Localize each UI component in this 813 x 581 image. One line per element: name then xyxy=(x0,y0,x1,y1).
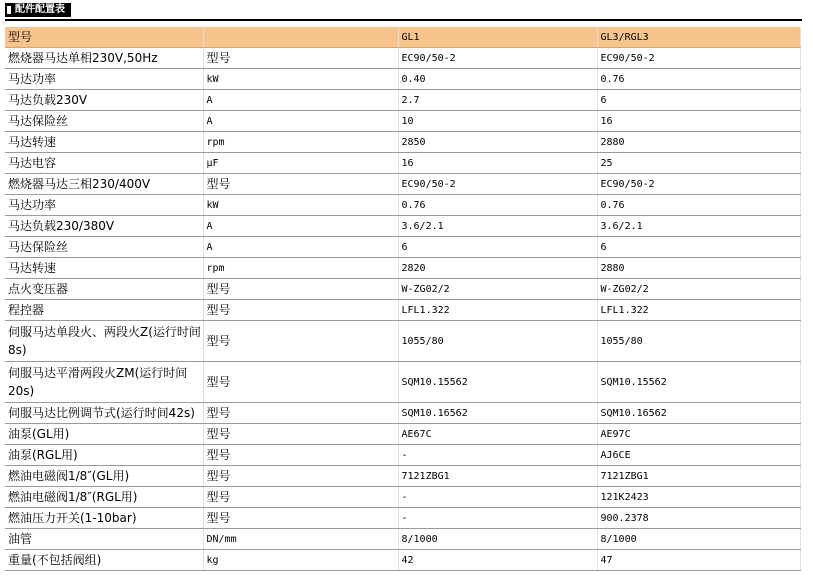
cell-gl1: - xyxy=(398,445,597,466)
cell-item: 马达负载230V xyxy=(5,90,203,111)
cell-unit: 型号 xyxy=(203,466,398,487)
cell-item: 点火变压器 xyxy=(5,279,203,300)
cell-gl1: 0.76 xyxy=(398,195,597,216)
cell-gl3-rgl3: 0.76 xyxy=(597,69,800,90)
cell-item: 燃油电磁阀1/8″(GL用) xyxy=(5,466,203,487)
cell-gl1: 3.6/2.1 xyxy=(398,216,597,237)
cell-unit: μF xyxy=(203,153,398,174)
cell-gl3-rgl3: 25 xyxy=(597,153,800,174)
cell-unit: A xyxy=(203,111,398,132)
cell-item: 油管 xyxy=(5,529,203,550)
table-row xyxy=(5,487,800,508)
cell-gl1: AE67C xyxy=(398,424,597,445)
cell-gl3-rgl3: 2880 xyxy=(597,258,800,279)
cell-item: 油泵(RGL用) xyxy=(5,445,203,466)
cell-unit: kW xyxy=(203,69,398,90)
cell-gl1: - xyxy=(398,508,597,529)
cell-unit: 型号 xyxy=(203,403,398,424)
table-row xyxy=(5,174,800,195)
cell-gl3-rgl3: SQM10.16562 xyxy=(597,403,800,424)
cell-gl3-rgl3: W-ZG02/2 xyxy=(597,279,800,300)
cell-item: 马达负载230/380V xyxy=(5,216,203,237)
cell-item: 马达功率 xyxy=(5,195,203,216)
cell-gl1: 2.7 xyxy=(398,90,597,111)
cell-gl3-rgl3: 0.76 xyxy=(597,195,800,216)
table-row xyxy=(5,195,800,216)
cell-gl3-rgl3: EC90/50-2 xyxy=(597,48,800,69)
cell-gl3-rgl3: 6 xyxy=(597,90,800,111)
cell-unit: A xyxy=(203,216,398,237)
table-row xyxy=(5,466,800,487)
table-row xyxy=(5,132,800,153)
cell-gl1: 8/1000 xyxy=(398,529,597,550)
parts-config-table xyxy=(5,27,801,571)
table-row xyxy=(5,550,800,571)
table-row xyxy=(5,403,800,424)
cell-gl1: SQM10.16562 xyxy=(398,403,597,424)
cell-gl1: 6 xyxy=(398,237,597,258)
cell-unit: kg xyxy=(203,550,398,571)
cell-gl1: 2850 xyxy=(398,132,597,153)
table-row xyxy=(5,362,800,403)
cell-gl1: - xyxy=(398,487,597,508)
cell-unit: rpm xyxy=(203,258,398,279)
cell-gl1: W-ZG02/2 xyxy=(398,279,597,300)
cell-gl3-rgl3: 6 xyxy=(597,237,800,258)
cell-unit: 型号 xyxy=(203,174,398,195)
cell-unit: 型号 xyxy=(203,300,398,321)
cell-gl3-rgl3: 16 xyxy=(597,111,800,132)
table-row xyxy=(5,69,800,90)
cell-unit: 型号 xyxy=(203,321,398,362)
table-row xyxy=(5,300,800,321)
cell-gl3-rgl3: 121K2423 xyxy=(597,487,800,508)
section-title-bar xyxy=(5,3,71,17)
table-row xyxy=(5,111,800,132)
cell-gl3-rgl3: 900.2378 xyxy=(597,508,800,529)
table-row xyxy=(5,279,800,300)
table-row xyxy=(5,424,800,445)
cell-gl1: 16 xyxy=(398,153,597,174)
cell-item: 马达转速 xyxy=(5,132,203,153)
cell-item: 马达功率 xyxy=(5,69,203,90)
table-row xyxy=(5,90,800,111)
cell-unit: 型号 xyxy=(203,508,398,529)
title-marker-icon xyxy=(7,6,11,14)
cell-gl3-rgl3: SQM10.15562 xyxy=(597,362,800,403)
cell-gl1: EC90/50-2 xyxy=(398,174,597,195)
cell-gl1: SQM10.15562 xyxy=(398,362,597,403)
table-row xyxy=(5,321,800,362)
cell-unit: 型号 xyxy=(203,487,398,508)
cell-gl1: 0.40 xyxy=(398,69,597,90)
table-row xyxy=(5,508,800,529)
cell-gl1: EC90/50-2 xyxy=(398,48,597,69)
cell-unit: A xyxy=(203,90,398,111)
cell-item: 燃烧器马达三相230/400V xyxy=(5,174,203,195)
cell-item: 马达保险丝 xyxy=(5,111,203,132)
cell-gl3-rgl3: AJ6CE xyxy=(597,445,800,466)
cell-unit: 型号 xyxy=(203,48,398,69)
header-gl3-rgl3: GL3/RGL3 xyxy=(597,27,800,48)
table-row xyxy=(5,445,800,466)
cell-item: 程控器 xyxy=(5,300,203,321)
cell-unit: 型号 xyxy=(203,362,398,403)
cell-item: 伺服马达比例调节式(运行时间42s) xyxy=(5,403,203,424)
cell-unit: 型号 xyxy=(203,279,398,300)
cell-unit: 型号 xyxy=(203,445,398,466)
cell-gl3-rgl3: 8/1000 xyxy=(597,529,800,550)
table-row xyxy=(5,529,800,550)
table-row xyxy=(5,48,800,69)
cell-item: 伺服马达平滑两段火ZM(运行时间20s) xyxy=(5,362,203,403)
cell-gl3-rgl3: LFL1.322 xyxy=(597,300,800,321)
cell-item: 伺服马达单段火、两段火Z(运行时间8s) xyxy=(5,321,203,362)
cell-item: 马达转速 xyxy=(5,258,203,279)
table-row xyxy=(5,237,800,258)
cell-gl3-rgl3: 3.6/2.1 xyxy=(597,216,800,237)
cell-unit: DN/mm xyxy=(203,529,398,550)
cell-item: 马达保险丝 xyxy=(5,237,203,258)
cell-item: 燃油压力开关(1-10bar) xyxy=(5,508,203,529)
section-title: 配件配置表 xyxy=(15,4,65,15)
cell-unit: kW xyxy=(203,195,398,216)
cell-gl3-rgl3: 1055/80 xyxy=(597,321,800,362)
cell-gl1: 7121ZBG1 xyxy=(398,466,597,487)
cell-gl3-rgl3: 47 xyxy=(597,550,800,571)
cell-gl1: 2820 xyxy=(398,258,597,279)
cell-item: 燃烧器马达单相230V,50Hz xyxy=(5,48,203,69)
cell-item: 油泵(GL用) xyxy=(5,424,203,445)
cell-gl1: 42 xyxy=(398,550,597,571)
table-row xyxy=(5,153,800,174)
cell-gl1: LFL1.322 xyxy=(398,300,597,321)
cell-item: 重量(不包括阀组) xyxy=(5,550,203,571)
header-model: 型号 xyxy=(5,27,203,48)
cell-unit: 型号 xyxy=(203,424,398,445)
cell-gl3-rgl3: 2880 xyxy=(597,132,800,153)
table-row xyxy=(5,258,800,279)
cell-unit: A xyxy=(203,237,398,258)
cell-gl3-rgl3: 7121ZBG1 xyxy=(597,466,800,487)
table-row xyxy=(5,216,800,237)
cell-gl1: 1055/80 xyxy=(398,321,597,362)
header-gl1: GL1 xyxy=(398,27,597,48)
cell-gl3-rgl3: EC90/50-2 xyxy=(597,174,800,195)
cell-item: 燃油电磁阀1/8″(RGL用) xyxy=(5,487,203,508)
cell-gl1: 10 xyxy=(398,111,597,132)
cell-unit: rpm xyxy=(203,132,398,153)
header-unit xyxy=(203,27,398,48)
title-divider xyxy=(5,19,802,21)
cell-gl3-rgl3: AE97C xyxy=(597,424,800,445)
table-header-row xyxy=(5,27,800,48)
cell-item: 马达电容 xyxy=(5,153,203,174)
